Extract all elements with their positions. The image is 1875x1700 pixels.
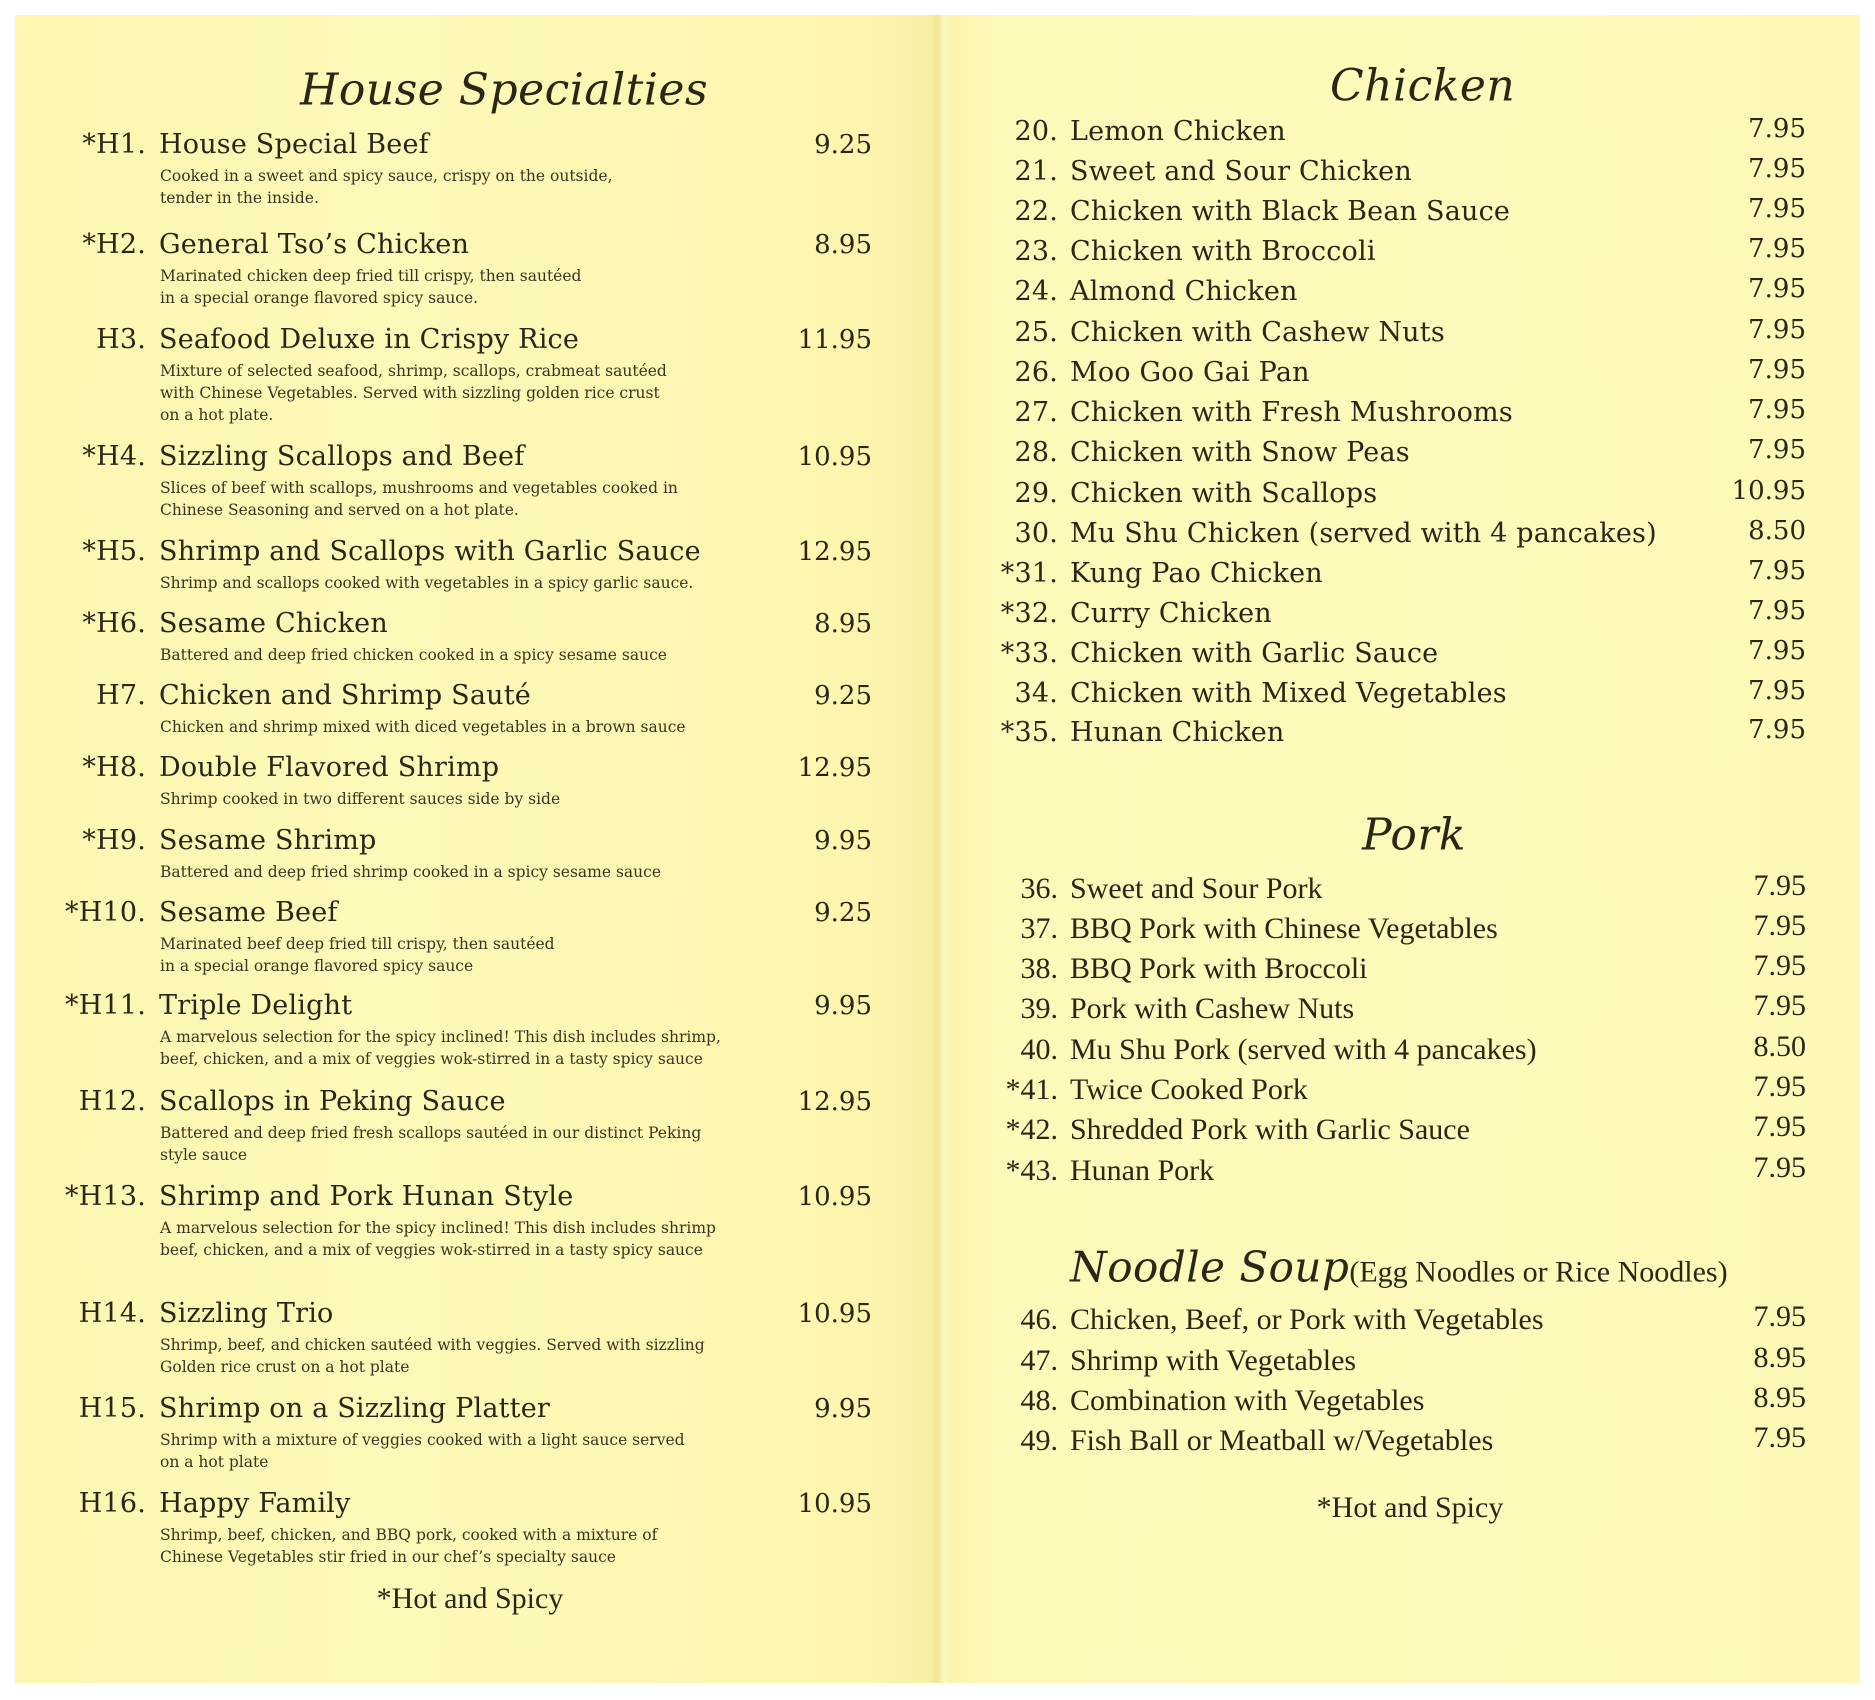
item-code: *H5.: [82, 536, 146, 567]
description-line: with Chinese Vegetables. Served with sizzling golden rice crust: [160, 384, 660, 402]
item-price: 8.95: [1753, 1341, 1806, 1374]
menu-item: [0, 154, 1875, 190]
menu-item: [0, 636, 1875, 672]
menu-item: [0, 1423, 1875, 1459]
item-code: H14.: [78, 1298, 146, 1329]
description-line: Mixture of selected seafood, shrimp, scallops, crabmeat sautéed: [160, 362, 667, 380]
description-line: Shrimp, beef, and chicken sautéed with veggies. Served with sizzling: [160, 1336, 705, 1354]
item-description: [160, 1217, 810, 1261]
item-name: Moo Goo Gai Pan: [1070, 357, 1310, 388]
item-price: 12.95: [797, 753, 872, 783]
item-price: 7.95: [1748, 315, 1806, 345]
item-price: 7.95: [1753, 1070, 1806, 1103]
hot-and-spicy-note-left: *Hot and Spicy: [376, 1582, 564, 1615]
menu-item: [0, 274, 1875, 310]
item-price: 9.95: [814, 991, 872, 1021]
description-line: in a special orange flavored spicy sauce: [160, 957, 474, 975]
item-price: 9.25: [814, 681, 872, 711]
item-description: [160, 788, 810, 810]
item-name: Hunan Pork: [1070, 1154, 1215, 1187]
menu-item: [0, 1072, 1875, 1108]
description-line: Chinese Seasoning and served on a hot plate.: [160, 501, 519, 519]
item-code: *H1.: [82, 129, 146, 160]
item-price: 12.95: [797, 1087, 872, 1117]
menu-item: [0, 355, 1875, 391]
item-number: *33.: [1000, 638, 1058, 669]
item-number: 39.: [1020, 992, 1058, 1025]
item-number: *43.: [1005, 1154, 1058, 1187]
item-price: 8.95: [1753, 1381, 1806, 1414]
item-name: Mu Shu Pork (served with 4 pancakes): [1070, 1033, 1537, 1066]
item-price: 7.95: [1748, 194, 1806, 224]
item-price: 8.95: [814, 230, 872, 260]
item-name: Sesame Shrimp: [159, 825, 377, 856]
menu-item: [0, 676, 1875, 712]
item-name: Happy Family: [159, 1488, 351, 1519]
item-code: H15.: [78, 1393, 146, 1424]
item-price: 9.25: [814, 130, 872, 160]
item-name: Shrimp and Pork Hunan Style: [159, 1181, 574, 1212]
menu-item: [0, 114, 1875, 150]
menu-item: [0, 315, 1875, 351]
menu-item: [0, 1383, 1875, 1419]
item-price: 7.95: [1753, 1300, 1806, 1333]
description-line: on a hot plate.: [160, 406, 274, 424]
section-title-noodle-soup: [1070, 1243, 1728, 1292]
menu-item: [0, 951, 1875, 987]
item-number: 47.: [1020, 1344, 1058, 1377]
description-line: Marinated chicken deep fried till crispy, then sautéed: [160, 267, 582, 285]
menu-item: [0, 1032, 1875, 1068]
item-price: 7.95: [1748, 114, 1806, 144]
description-line: Shrimp cooked in two different sauces side by side: [160, 790, 561, 808]
description-line: in a special orange flavored spicy sauce.: [160, 289, 479, 307]
menu-item: [0, 395, 1875, 431]
item-price: 7.95: [1753, 1421, 1806, 1454]
menu-item: [0, 871, 1875, 907]
item-name: Fish Ball or Meatball w/Vegetables: [1070, 1424, 1494, 1457]
section-title-house-specialties: House Specialties: [300, 64, 709, 116]
item-price: 7.95: [1753, 869, 1806, 902]
menu-item: [0, 556, 1875, 592]
item-name: BBQ Pork with Broccoli: [1070, 952, 1368, 985]
menu-item: [0, 516, 1875, 552]
item-name: House Special Beef: [159, 129, 429, 160]
item-name: Triple Delight: [159, 990, 353, 1021]
item-price: 8.50: [1748, 516, 1806, 546]
item-price: 7.95: [1753, 1151, 1806, 1184]
description-line: Marinated beef deep fried till crispy, then sautéed: [160, 935, 555, 953]
menu-item: [0, 234, 1875, 270]
item-number: 23.: [1014, 236, 1058, 267]
item-number: 48.: [1020, 1384, 1058, 1417]
item-code: *H8.: [82, 752, 146, 783]
item-price: 10.95: [797, 442, 872, 472]
item-name: Shrimp on a Sizzling Platter: [159, 1393, 550, 1424]
item-number: 29.: [1014, 478, 1058, 509]
item-price: 7.95: [1748, 435, 1806, 465]
item-price: 10.95: [797, 1489, 872, 1519]
item-number: 30.: [1014, 518, 1058, 549]
item-number: 22.: [1014, 196, 1058, 227]
item-description: [160, 1524, 810, 1568]
item-number: 21.: [1014, 156, 1058, 187]
item-price: 8.95: [814, 609, 872, 639]
item-name: Sizzling Scallops and Beef: [159, 441, 525, 472]
menu-item: [0, 715, 1875, 751]
item-number: 27.: [1014, 397, 1058, 428]
item-price: 9.95: [814, 1394, 872, 1424]
description-line: Shrimp, beef, chicken, and BBQ pork, cooked with a mixture of: [160, 1526, 658, 1544]
item-name: Double Flavored Shrimp: [159, 752, 500, 783]
item-code: *H13.: [65, 1181, 146, 1212]
item-number: 36.: [1020, 872, 1058, 905]
item-number: 40.: [1020, 1033, 1058, 1066]
item-name: Almond Chicken: [1070, 276, 1298, 307]
item-name: Mu Shu Chicken (served with 4 pancakes): [1070, 518, 1657, 549]
item-name: General Tso’s Chicken: [159, 229, 470, 260]
item-number: 34.: [1014, 678, 1058, 709]
menu-item: [0, 911, 1875, 947]
hot-and-spicy-note-right: *Hot and Spicy: [1316, 1491, 1504, 1524]
item-price: 7.95: [1748, 274, 1806, 304]
item-name: Kung Pao Chicken: [1070, 558, 1323, 589]
item-price: 10.95: [797, 1182, 872, 1212]
item-name: Chicken, Beef, or Pork with Vegetables: [1070, 1303, 1544, 1336]
item-price: 7.95: [1748, 355, 1806, 385]
description-line: Cooked in a sweet and spicy sauce, crispy on the outside,: [160, 167, 613, 185]
item-price: 7.95: [1748, 715, 1806, 745]
item-price: 7.95: [1748, 154, 1806, 184]
section-title-pork: Pork: [1362, 809, 1467, 861]
item-price: 9.25: [814, 898, 872, 928]
description-line: Chinese Vegetables stir fried in our chef’s specialty sauce: [160, 1548, 616, 1566]
item-price: 7.95: [1753, 1110, 1806, 1143]
item-name: Lemon Chicken: [1070, 116, 1286, 147]
section-title-chicken: Chicken: [1330, 60, 1516, 112]
item-code: *H4.: [82, 441, 146, 472]
item-number: 49.: [1020, 1424, 1058, 1457]
item-price: 8.50: [1753, 1030, 1806, 1063]
item-code: H12.: [78, 1086, 146, 1117]
item-number: 46.: [1020, 1303, 1058, 1336]
item-name: Combination with Vegetables: [1070, 1384, 1425, 1417]
item-code: *H9.: [82, 825, 146, 856]
item-name: Chicken with Scallops: [1070, 478, 1378, 509]
description-line: beef, chicken, and a mix of veggies wok-stirred in a tasty spicy sauce: [160, 1241, 703, 1259]
item-price: 7.95: [1753, 949, 1806, 982]
item-name: Sweet and Sour Chicken: [1070, 156, 1412, 187]
description-line: Shrimp with a mixture of veggies cooked with a light sauce served: [160, 1431, 685, 1449]
description-line: Battered and deep fried chicken cooked in a spicy sesame sauce: [160, 646, 667, 664]
item-number: 26.: [1014, 357, 1058, 388]
item-price: 9.95: [814, 826, 872, 856]
item-price: 7.95: [1748, 596, 1806, 626]
description-line: Battered and deep fried shrimp cooked in a spicy sesame sauce: [160, 863, 662, 881]
item-name: Twice Cooked Pork: [1070, 1073, 1308, 1106]
item-name: Chicken with Cashew Nuts: [1070, 317, 1445, 348]
item-name: Seafood Deluxe in Crispy Rice: [159, 324, 580, 355]
item-name: Scallops in Peking Sauce: [159, 1086, 506, 1117]
item-name: Sweet and Sour Pork: [1070, 872, 1323, 905]
item-number: *31.: [1000, 558, 1058, 589]
description-line: style sauce: [160, 1146, 248, 1164]
item-price: 10.95: [1731, 476, 1806, 506]
menu-item: [0, 1343, 1875, 1379]
item-price: 7.95: [1748, 234, 1806, 264]
item-number: 24.: [1014, 276, 1058, 307]
description-line: A marvelous selection for the spicy inclined! This dish includes shrimp,: [160, 1028, 721, 1046]
description-line: A marvelous selection for the spicy inclined! This dish includes shrimp: [160, 1219, 716, 1237]
item-number: *41.: [1005, 1073, 1058, 1106]
noodle-soup-title: Noodle Soup: [1070, 1242, 1350, 1292]
item-name: Sesame Chicken: [159, 608, 388, 639]
item-name: Chicken with Garlic Sauce: [1070, 638, 1439, 669]
item-price: 7.95: [1748, 395, 1806, 425]
item-price: 7.95: [1753, 989, 1806, 1022]
item-price: 7.95: [1753, 909, 1806, 942]
description-line: on a hot plate: [160, 1453, 269, 1471]
item-name: Pork with Cashew Nuts: [1070, 992, 1355, 1025]
item-name: Shrimp with Vegetables: [1070, 1344, 1357, 1377]
item-name: Chicken with Black Bean Sauce: [1070, 196, 1511, 227]
item-name: Sizzling Trio: [159, 1298, 334, 1329]
item-number: 37.: [1020, 912, 1058, 945]
item-code: H3.: [96, 324, 146, 355]
menu-item: [0, 1302, 1875, 1338]
description-line: Golden rice crust on a hot plate: [160, 1358, 410, 1376]
item-code: *H11.: [65, 990, 146, 1021]
menu-item: [0, 435, 1875, 471]
item-number: 38.: [1020, 952, 1058, 985]
description-line: Slices of beef with scallops, mushrooms and vegetables cooked in: [160, 479, 678, 497]
item-number: *35.: [1000, 717, 1058, 748]
description-line: beef, chicken, and a mix of veggies wok-stirred in a tasty spicy sauce: [160, 1050, 703, 1068]
item-number: 20.: [1014, 116, 1058, 147]
item-name: BBQ Pork with Chinese Vegetables: [1070, 912, 1498, 945]
description-line: Battered and deep fried fresh scallops sautéed in our distinct Peking: [160, 1124, 702, 1142]
item-code: *H6.: [82, 608, 146, 639]
item-code: H16.: [78, 1488, 146, 1519]
item-code: *H2.: [82, 229, 146, 260]
item-code: *H10.: [65, 897, 146, 928]
menu-item: [0, 1112, 1875, 1148]
item-number: *42.: [1005, 1113, 1058, 1146]
item-number: 25.: [1014, 317, 1058, 348]
item-name: Chicken with Snow Peas: [1070, 437, 1410, 468]
item-price: 10.95: [797, 1299, 872, 1329]
item-price: 7.95: [1748, 556, 1806, 586]
item-number: 28.: [1014, 437, 1058, 468]
item-price: 12.95: [797, 537, 872, 567]
item-price: 11.95: [797, 325, 872, 355]
item-price: 7.95: [1748, 676, 1806, 706]
menu-item: [0, 991, 1875, 1027]
item-code: H7.: [96, 680, 146, 711]
description-line: Chicken and shrimp mixed with diced vegetables in a brown sauce: [160, 718, 686, 736]
description-line: tender in the inside.: [160, 189, 319, 207]
item-name: Chicken with Fresh Mushrooms: [1070, 397, 1513, 428]
item-name: Shredded Pork with Garlic Sauce: [1070, 1113, 1470, 1146]
noodle-soup-subtitle: (Egg Noodles or Rice Noodles): [1349, 1255, 1728, 1289]
description-line: Shrimp and scallops cooked with vegetables in a spicy garlic sauce.: [160, 574, 694, 592]
menu-item: [0, 194, 1875, 230]
item-name: Chicken and Shrimp Sauté: [159, 680, 531, 711]
item-number: *32.: [1000, 598, 1058, 629]
menu-item: [0, 1153, 1875, 1189]
item-name: Hunan Chicken: [1070, 717, 1285, 748]
item-name: Shrimp and Scallops with Garlic Sauce: [159, 536, 701, 567]
item-price: 7.95: [1748, 636, 1806, 666]
item-name: Chicken with Mixed Vegetables: [1070, 678, 1507, 709]
item-name: Chicken with Broccoli: [1070, 236, 1376, 267]
item-name: Curry Chicken: [1070, 598, 1272, 629]
item-name: Sesame Beef: [159, 897, 338, 928]
menu-item: [0, 476, 1875, 512]
menu-item: [0, 596, 1875, 632]
